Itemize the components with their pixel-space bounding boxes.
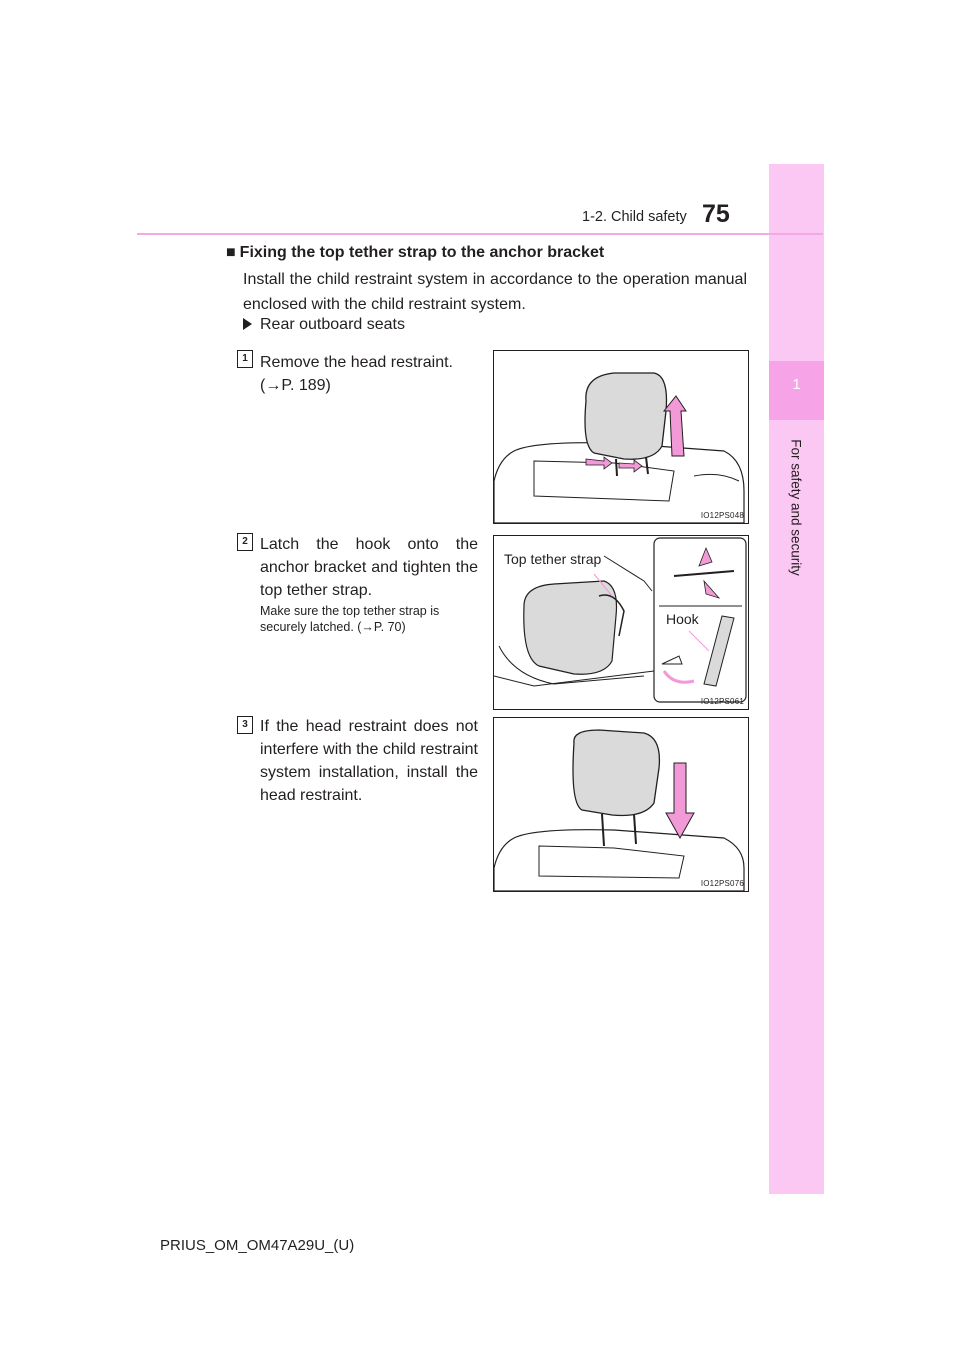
chapter-sidebar <box>769 164 824 1194</box>
step-2-badge: 2 <box>237 533 253 551</box>
head-restraint-removal-illustration <box>494 351 748 523</box>
section-heading <box>226 244 604 262</box>
document-code: PRIUS_OM_OM47A29U_(U) <box>160 1237 355 1254</box>
triangle-bullet-icon <box>243 318 252 330</box>
figure-install-head-restraint <box>493 717 749 892</box>
page-number: 75 <box>702 200 730 228</box>
step-3-badge: 3 <box>237 716 253 734</box>
intro-paragraph: Install the child restraint system in accordance to the operation manual enclosed with the child restraint system. <box>243 271 747 313</box>
section-title: 1-2. Child safety <box>582 209 687 225</box>
square-bullet-icon: ■ <box>226 244 236 261</box>
step-2-text: Latch the hook onto the anchor bracket and tighten the top tether strap. <box>260 536 478 599</box>
chapter-number: 1 <box>792 376 801 393</box>
subheading <box>243 316 405 334</box>
step-1-text <box>260 351 478 397</box>
step-1-line-2: (→P. 189) <box>260 377 331 394</box>
label-top-tether-strap: Top tether strap <box>504 551 602 567</box>
figure-latch-hook <box>493 535 749 710</box>
step-1-badge: 1 <box>237 350 253 368</box>
header-rule <box>137 233 823 235</box>
figure-code-2: IO12PS061 <box>700 697 744 706</box>
label-hook: Hook <box>666 611 699 627</box>
step-2-note: Make sure the top tether strap is securely latched. (→P. 70) <box>260 604 440 634</box>
step-1-line-1: Remove the head restraint. <box>260 354 453 371</box>
figure-remove-head-restraint <box>493 350 749 524</box>
heading-text: Fixing the top tether strap to the anchor bracket <box>239 244 605 261</box>
step-3-text: If the head restraint does not interfere with the child restraint system installation, install the head restraint. <box>260 718 478 804</box>
head-restraint-install-illustration <box>494 718 748 891</box>
chapter-title: For safety and security <box>788 439 804 576</box>
figure-code-1: IO12PS048 <box>700 511 744 520</box>
subheading-text: Rear outboard seats <box>260 316 405 333</box>
figure-code-3: IO12PS076 <box>700 879 744 888</box>
